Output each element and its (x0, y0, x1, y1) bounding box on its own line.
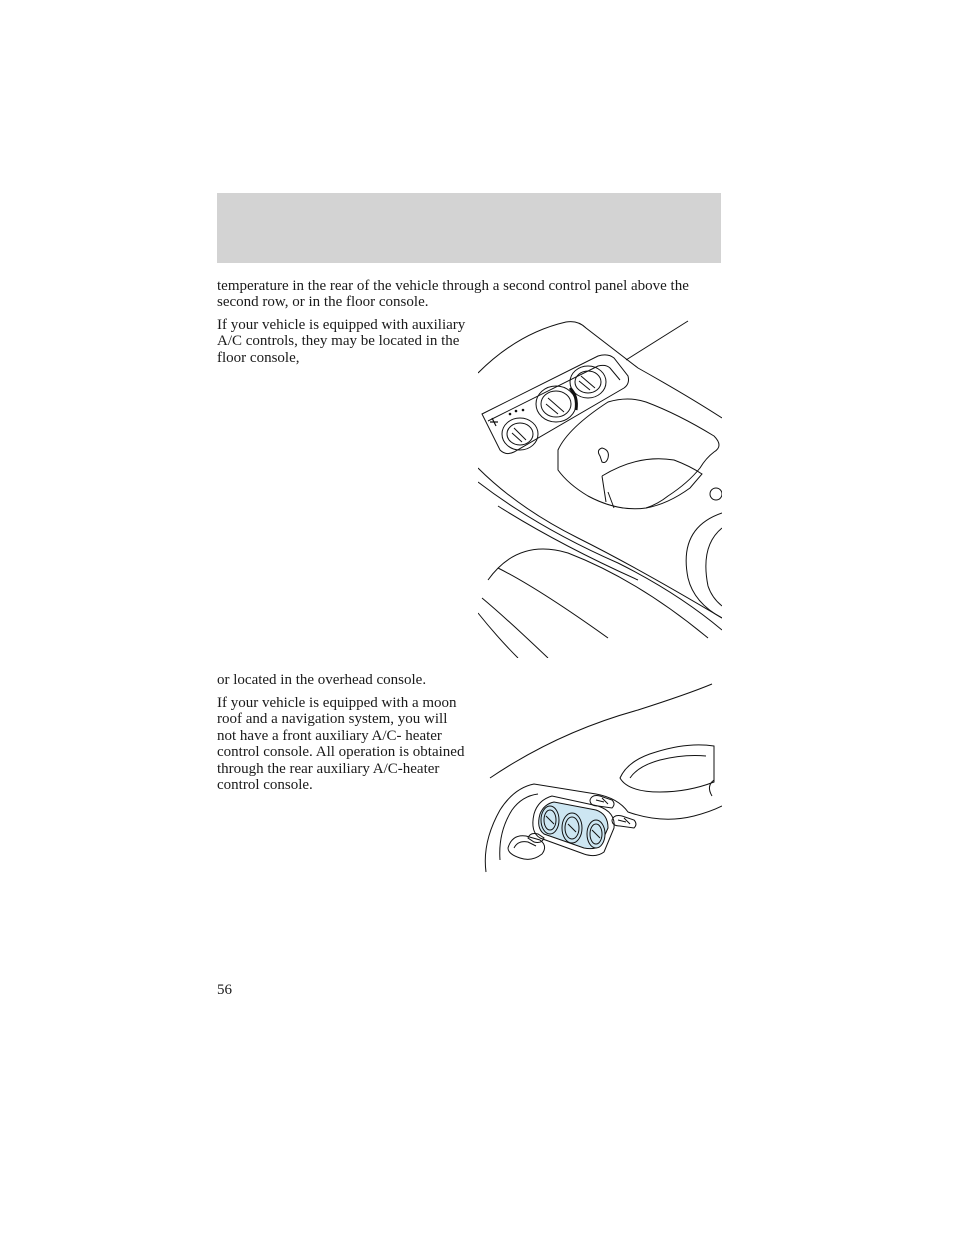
paragraph-moon-roof-note: If your vehicle is equipped with a moon roof and a navigation system, you will not have a front auxiliary A/C- heater control console. All operation is obtained through the rear auxiliary A/C-heater control console. (217, 695, 465, 794)
floor-console-illustration (478, 318, 722, 658)
page-number: 56 (217, 982, 232, 998)
section-header-band (217, 193, 721, 263)
overhead-console-illustration (478, 682, 722, 877)
paragraph-rear-temperature: temperature in the rear of the vehicle through a second control panel above the second row, or in the floor console. (217, 278, 689, 311)
paragraph-floor-console: If your vehicle is equipped with auxiliary A/C controls, they may be located in the floor console, (217, 317, 466, 366)
paragraph-overhead-console: or located in the overhead console. (217, 672, 427, 688)
